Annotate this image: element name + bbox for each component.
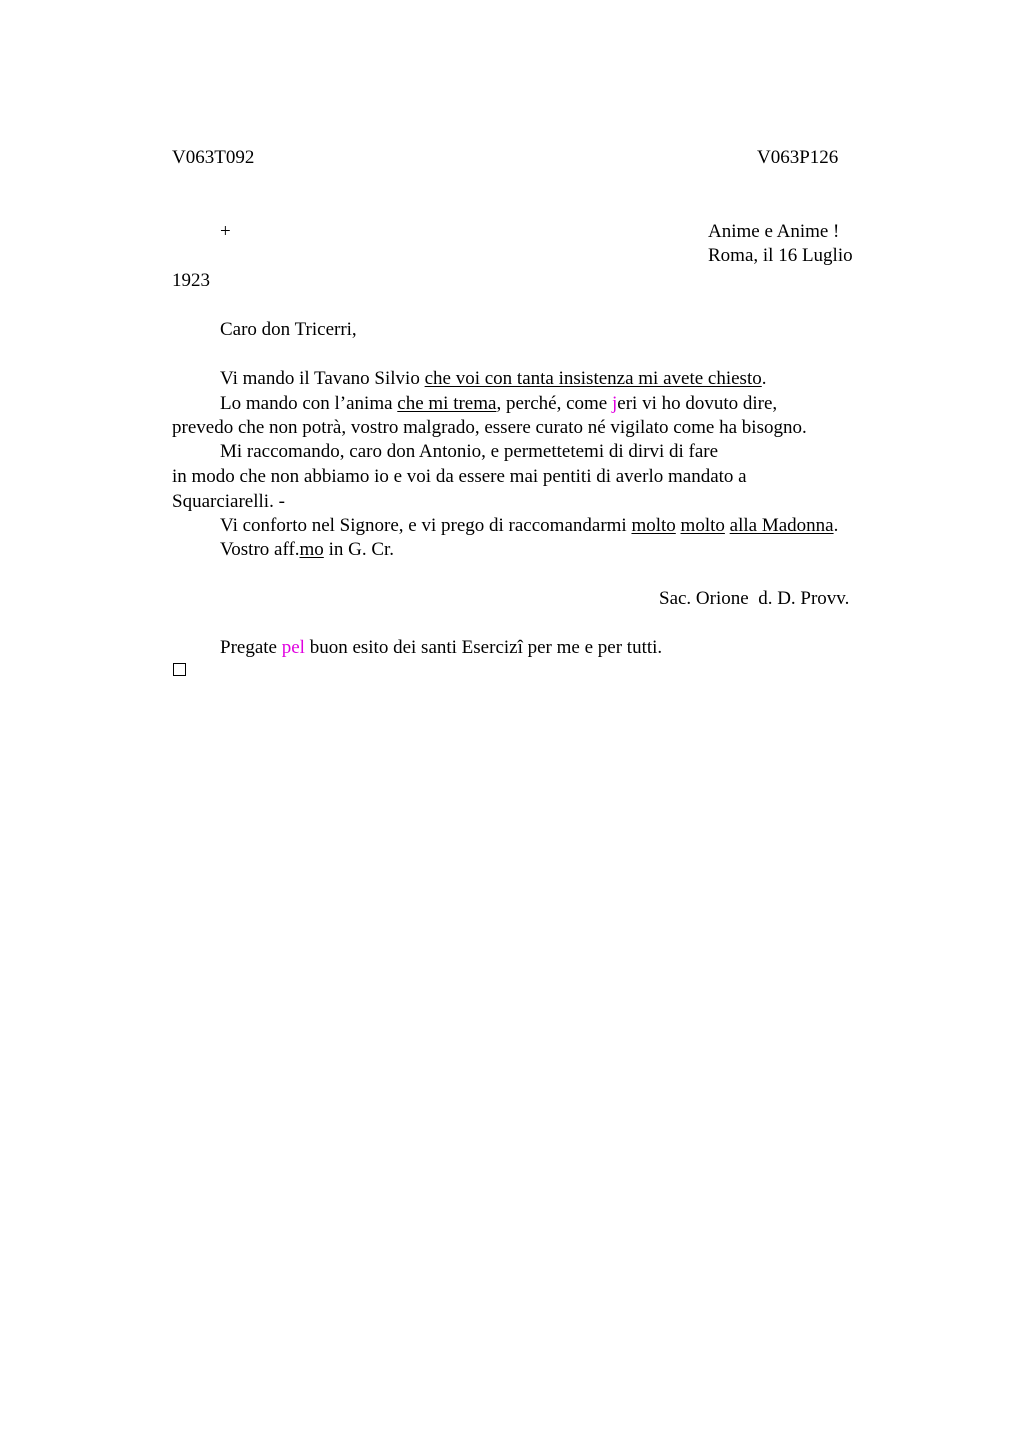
- end-box-icon: [173, 663, 186, 676]
- paragraph-3-line-1: Mi raccomando, caro don Antonio, e permettetemi di dirvi di fare: [220, 441, 719, 462]
- underlined-text: molto: [631, 515, 676, 536]
- text-run: Vostro aff.: [220, 539, 300, 560]
- text-run: in G. Cr.: [323, 539, 395, 560]
- underlined-text: molto: [680, 515, 725, 536]
- paragraph-3-line-3: Squarciarelli. -: [172, 491, 285, 512]
- motto: Anime e Anime !: [708, 221, 840, 242]
- underlined-text: mo: [299, 539, 324, 560]
- text-run: per me e per tutti.: [522, 637, 663, 658]
- text-run: Vi mando il Tavano Silvio: [220, 368, 425, 389]
- cross-mark: +: [220, 221, 231, 242]
- paragraph-2-line-2: prevedo che non potrà, vostro malgrado, essere curato né vigilato come ha bisogno.: [172, 417, 807, 438]
- place-date: Roma, il 16 Luglio: [708, 245, 853, 266]
- text-run: Lo mando con l’anima: [220, 393, 398, 414]
- underlined-text: alla Madonna: [729, 515, 834, 536]
- text-run: buon esito dei santi Esercizi: [304, 637, 523, 658]
- closing: [220, 538, 394, 562]
- text-run: , perché, come: [496, 393, 612, 414]
- paragraph-3-line-2: in modo che non abbiamo io e voi da essere mai pentiti di averlo mandato a: [172, 466, 747, 487]
- text-run: Vi conforto nel Signore, e vi prego di raccomandarmi: [220, 515, 632, 536]
- paragraph-2-line-1: [220, 392, 777, 416]
- document-code-left: V063T092: [172, 147, 255, 168]
- paragraph-4: [220, 514, 838, 538]
- postscript: [220, 636, 662, 660]
- text-run: .: [833, 515, 839, 536]
- editorial-mark: j: [612, 393, 618, 414]
- signature: Sac. Orione d. D. Provv.: [659, 588, 850, 609]
- text-run: .: [761, 368, 767, 389]
- paragraph-1: [220, 367, 766, 391]
- document-code-right: V063P126: [757, 147, 839, 168]
- underlined-text: che voi con tanta insistenza mi avete chiesto: [424, 368, 762, 389]
- editorial-mark: pel: [281, 637, 305, 658]
- salutation: Caro don Tricerri,: [220, 319, 357, 340]
- underlined-text: che mi trema: [397, 393, 497, 414]
- date-year: 1923: [172, 270, 210, 291]
- text-run: eri vi ho dovuto dire,: [617, 393, 778, 414]
- text-run: Pregate: [220, 637, 282, 658]
